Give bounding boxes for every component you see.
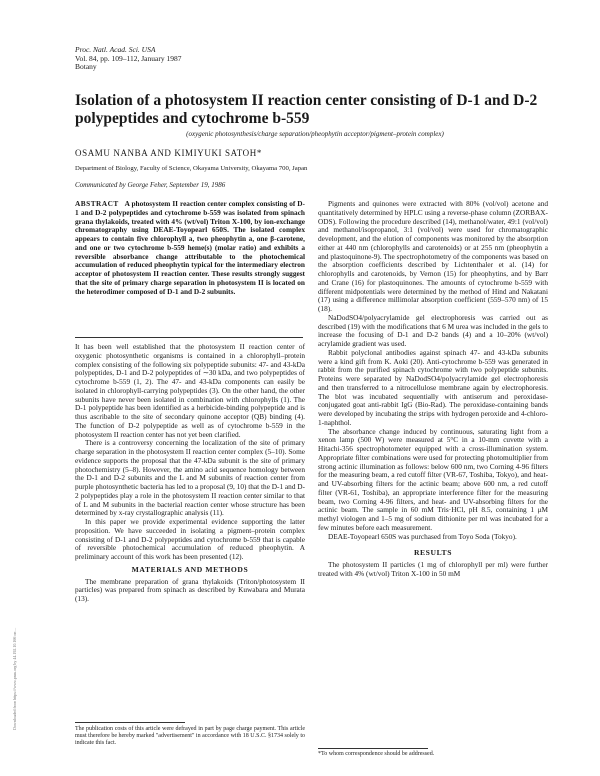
- download-stamp-text: Downloaded from https://www.pnas.org by 44.192.10.166 on ...: [12, 627, 17, 730]
- communicated-by: Communicated by George Feher, September 19, 1986: [75, 181, 226, 189]
- journal-name: Proc. Natl. Acad. Sci. USA: [75, 45, 156, 54]
- authors: OSAMU NANBA AND KIMIYUKI SATOH*: [75, 148, 262, 158]
- methods-heading: MATERIALS AND METHODS: [131, 564, 249, 574]
- journal-header: [75, 46, 181, 72]
- methods-paragraph-1: The membrane preparation of grana thylakoids (Triton/photosystem II particles) was prepared from spinach as described by Kuwabara and Murata (13).: [75, 576, 305, 603]
- footnote-divider-right: [318, 748, 428, 749]
- methods-paragraph-4: Rabbit polyclonal antibodies against spinach 47- and 43-kDa subunits were a kind gift from K. Aoki (20). Anti-cytochrome b-559 was generated in rabbit from the purified spinach cytochrome with two polypeptide subunits. Proteins were separated by NaDodSO4/polyacrylamide gel electrophoresis and then transferred to a nitrocellulose membrane again by electrophoresis. The blot was incubated sequentially with antiserum and peroxidase-conjugated goat anti-rabbit IgG (Bio-Rad). The peroxidase-containing bands were developed by incubating the strips with hydrogen peroxide and 4-chloro-1-naphthol.: [318, 347, 548, 427]
- footnote-publication: The publication costs of this article were defrayed in part by page charge payment. This article must therefore be hereby marked "advertisement" in accordance with 18 U.S.C. §1734 solely to indicate this fact.: [75, 726, 305, 746]
- article-title: Isolation of a photosystem II reaction center consisting of D-1 and D-2 polypeptides and cytochrome b-559: [75, 92, 538, 127]
- methods-continued: [318, 200, 548, 579]
- keywords: (oxygenic photosynthesis/charge separation/pheophytin acceptor/pigment–protein complex): [186, 130, 444, 138]
- introduction: [75, 343, 305, 604]
- results-heading: RESULTS: [413, 548, 453, 558]
- abstract: [75, 200, 305, 296]
- footnote-correspondence: *To whom correspondence should be addressed.: [318, 751, 435, 757]
- affiliation: Department of Biology, Faculty of Science, Okayama University, Okayama 700, Japan: [75, 165, 308, 172]
- methods-paragraph-3: NaDodSO4/polyacrylamide gel electrophoresis was carried out as described (19) with the modifications that 6 M urea was included in the gels to increase the focusing of D-1 and D-2 bands (4) and a 10–20% (wt/vol) acrylamide gradient was used.: [318, 312, 548, 348]
- results-paragraph-1: The photosystem II particles (1 mg of chlorophyll per ml) were further treated with 4% (wt/vol) Triton X-100 in 50 mM: [318, 560, 548, 578]
- intro-paragraph-1: It has been well established that the photosystem II reaction center of oxygenic photosynthetic organisms is contained in a chlorophyll–protein complex consisting of the following six polypeptide subunits: 47- and 43-kDa polypeptides, D-1 and D-2 polypeptides of ∼30 kDa, and two polypeptides of cytochrome b-559 (1, 2). The 47- and 43-kDa components can easily be isolated in chlorophyll-carrying polypeptides (3). On the other hand, the other subunits have never been isolated in combination with chlorophylls (1). The D-1 polypeptide has been identified as a herbicide-binding polypeptide and is thus ascribable to the site of secondary quinone acceptor (QB) binding (4). The function of D-2 polypeptide as well as of cytochrome b-559 in the photosystem II reaction center has not yet been clarified.: [75, 342, 305, 439]
- abstract-divider: [75, 337, 303, 338]
- journal-volume: Vol. 84, pp. 109–112, January 1987: [75, 53, 182, 63]
- journal-section: Botany: [75, 62, 97, 72]
- methods-paragraph-6: DEAE-Toyopearl 650S was purchased from Toyo Soda (Tokyo).: [328, 531, 517, 541]
- intro-paragraph-3: In this paper we provide experimental evidence supporting the latter proposition. We have succeeded in isolating a pigment–protein complex consisting of D-1 and D-2 polypeptides and cytochrome b-559 that is capable of reversible photochemical accumulation of reduced pheophytin. A preliminary account of this work has been presented (12).: [75, 517, 305, 561]
- methods-paragraph-2: Pigments and quinones were extracted with 80% (vol/vol) acetone and quantitatively determined by HPLC using a reverse-phase column (ZORBAX-ODS). Following the procedure described (14), methanol/water, 49:1 (vol/vol) and methanol/isopropanol, 3:1 (vol/vol) were used for chromatographic development, and the elution of components was monitored by the absorption either at 440 nm (chlorophylls and carotenoids) or at 255 nm (pheophytin a and plastoquinone-9). The spectrophotometry of the components was based on the absorption coefficients described by Lichtenthaler et al. (14) for chlorophylls and carotenoids, by Vernon (15) for pheophytins, and by Barr and Crane (16) for plastoquinones. The amounts of cytochrome b-559 with different midpotentials were determined by the method of Hind and Nakatani (17) using a difference millimolar absorption coefficient (559–570 nm) of 15 (18).: [318, 199, 548, 313]
- intro-paragraph-2: There is a controversy concerning the localization of the site of primary charge separation in the photosystem II reaction center complex (5–10). Some evidence supports the proposal that the 47-kDa subunit is the site of primary photochemistry (5–8). However, the amino acid sequence homology between the D-1 and D-2 subunits and the L and M subunits of reaction center from purple photosynthetic bacteria has led to a proposal (9, 10) that the D-1 and D-2 polypeptides play a role in the photosystem II reaction center similar to that of L and M subunits in the bacterial reaction center whose structure has been determined by x-ray crystallographic analysis (11).: [75, 438, 305, 518]
- methods-paragraph-5: The absorbance change induced by continuous, saturating light from a xenon lamp (500 W) were measured at 5°C in a 10-mm cuvette with a Hitachi-356 spectrophotometer equipped with a cross-illumination system. Appropriate filter combinations were used for protecting photomultiplier from strong actinic illumination as follows: below 600 nm, two Corning 4-96 filters for the measuring beam, a red cutoff filter (VR-67, Toshiba, Tokyo), and heat- and UV-absorbing filters for the actinic beam; above 600 nm, a red cutoff filter (VR-61, Toshiba), an appropriate interference filter for the measuring beam, two Corning 4-96 filters, and heat- and UV-absorbing filters for the actinic beam. The sample in 60 mM Tris·HCl, pH 8.5, containing 1 μM methyl viologen and 1–5 mg of sodium dithionite per ml was incubated for a few minutes before each measurement.: [318, 426, 548, 532]
- download-stamp: [12, 560, 18, 730]
- abstract-label: ABSTRACT: [75, 199, 119, 208]
- abstract-text: A photosystem II reaction center complex consisting of D-1 and D-2 polypeptides and cytochrome b-559 was isolated from spinach grana thylakoids, treated with 4% (wt/vol) Triton X-100, by ion-exchange chromatography using DEAE-Toyopearl 650S. The isolated complex appears to contain five chlorophyll a, two pheophytin a, one β-carotene, and one or two cytochrome b-559 heme(s) (molar ratio) and exhibits a reversible absorbance change attributable to the photochemical accumulation of reduced pheophytin typical for the intermediary electron acceptor of photosystem II reaction center. These results strongly suggest that the site of primary charge separation in photosystem II is located on the heterodimer composed of D-1 and D-2 subunits.: [75, 199, 305, 296]
- footnote-divider-left: [75, 722, 185, 723]
